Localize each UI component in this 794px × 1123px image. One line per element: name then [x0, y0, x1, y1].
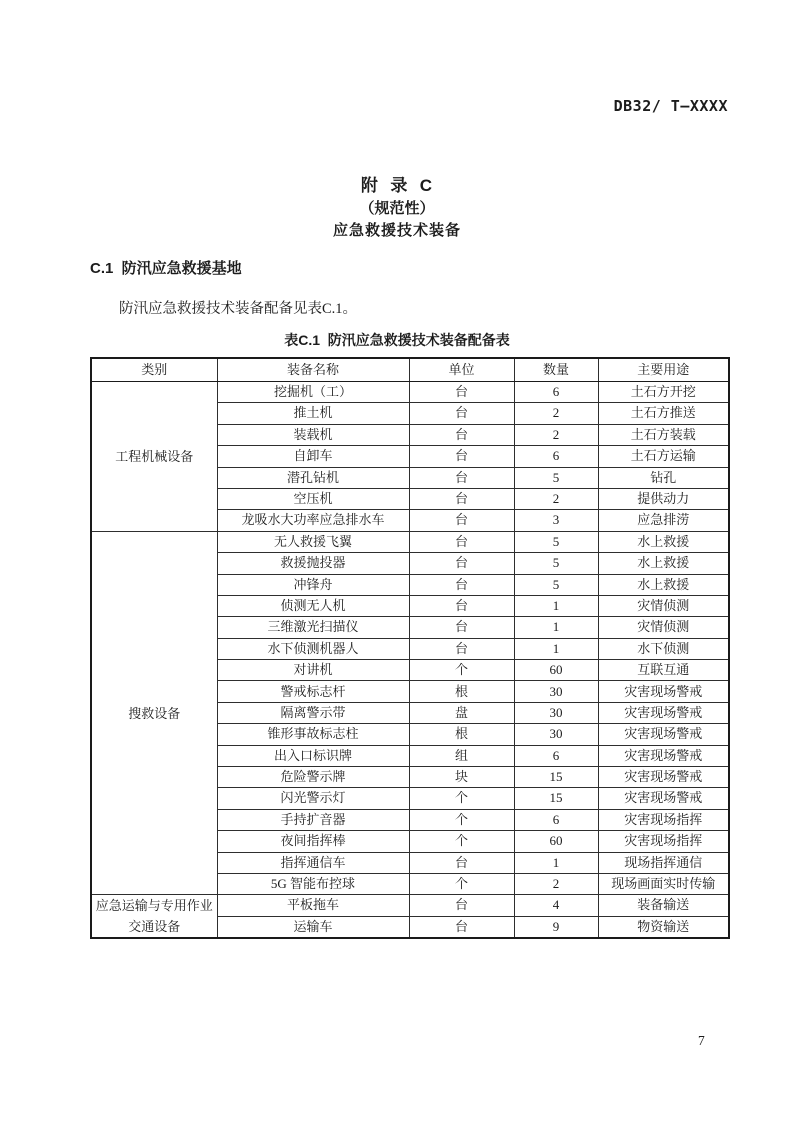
table-body — [91, 382, 729, 939]
quantity-cell: 1 — [514, 852, 598, 873]
equipment-name-cell: 龙吸水大功率应急排水车 — [217, 510, 409, 531]
quantity-cell: 1 — [514, 595, 598, 616]
quantity-cell: 6 — [514, 809, 598, 830]
unit-cell: 台 — [409, 424, 514, 445]
column-header: 主要用途 — [598, 358, 729, 382]
equipment-name-cell: 侦测无人机 — [217, 595, 409, 616]
unit-cell: 台 — [409, 553, 514, 574]
table-header-row — [91, 358, 729, 382]
equipment-name-cell: 警戒标志杆 — [217, 681, 409, 702]
unit-cell: 个 — [409, 660, 514, 681]
equipment-name-cell: 空压机 — [217, 488, 409, 509]
quantity-cell: 2 — [514, 403, 598, 424]
purpose-cell: 土石方装载 — [598, 424, 729, 445]
purpose-cell: 灾情侦测 — [598, 617, 729, 638]
unit-cell: 个 — [409, 831, 514, 852]
equipment-name-cell: 无人救援飞翼 — [217, 531, 409, 552]
quantity-cell: 6 — [514, 446, 598, 467]
equipment-name-cell: 挖掘机（工） — [217, 382, 409, 403]
unit-cell: 台 — [409, 574, 514, 595]
unit-cell: 块 — [409, 767, 514, 788]
equipment-name-cell: 5G 智能布控球 — [217, 873, 409, 894]
unit-cell: 台 — [409, 595, 514, 616]
purpose-cell: 水上救援 — [598, 553, 729, 574]
column-header: 类别 — [91, 358, 217, 382]
quantity-cell: 6 — [514, 745, 598, 766]
appendix-subtitle: 应急救援技术装备 — [332, 222, 461, 239]
equipment-name-cell: 救援抛投器 — [217, 553, 409, 574]
purpose-cell: 灾害现场警戒 — [598, 788, 729, 809]
unit-cell: 台 — [409, 403, 514, 424]
unit-cell: 台 — [409, 531, 514, 552]
equipment-name-cell: 出入口标识牌 — [217, 745, 409, 766]
quantity-cell: 5 — [514, 574, 598, 595]
unit-cell: 台 — [409, 895, 514, 916]
unit-cell: 根 — [409, 681, 514, 702]
quantity-cell: 1 — [514, 638, 598, 659]
unit-cell: 个 — [409, 788, 514, 809]
unit-cell: 台 — [409, 617, 514, 638]
unit-cell: 台 — [409, 638, 514, 659]
unit-cell: 盘 — [409, 702, 514, 723]
quantity-cell: 15 — [514, 788, 598, 809]
equipment-name-cell: 夜间指挥棒 — [217, 831, 409, 852]
quantity-cell: 5 — [514, 553, 598, 574]
purpose-cell: 土石方运输 — [598, 446, 729, 467]
quantity-cell: 60 — [514, 831, 598, 852]
unit-cell: 台 — [409, 488, 514, 509]
quantity-cell: 2 — [514, 424, 598, 445]
quantity-cell: 2 — [514, 873, 598, 894]
equipment-name-cell: 指挥通信车 — [217, 852, 409, 873]
quantity-cell: 3 — [514, 510, 598, 531]
quantity-cell: 30 — [514, 702, 598, 723]
purpose-cell: 现场画面实时传输 — [598, 873, 729, 894]
quantity-cell: 6 — [514, 382, 598, 403]
quantity-cell: 9 — [514, 916, 598, 938]
quantity-cell: 30 — [514, 724, 598, 745]
equipment-name-cell: 潜孔钻机 — [217, 467, 409, 488]
column-header: 装备名称 — [217, 358, 409, 382]
equipment-name-cell: 锥形事故标志柱 — [217, 724, 409, 745]
normative-label: （规范性） — [359, 200, 435, 217]
purpose-cell: 灾害现场警戒 — [598, 745, 729, 766]
unit-cell: 台 — [409, 382, 514, 403]
purpose-cell: 水上救援 — [598, 531, 729, 552]
purpose-cell: 灾害现场警戒 — [598, 767, 729, 788]
purpose-cell: 钻孔 — [598, 467, 729, 488]
category-cell: 工程机械设备 — [91, 382, 217, 532]
equipment-name-cell: 冲锋舟 — [217, 574, 409, 595]
purpose-cell: 灾害现场警戒 — [598, 681, 729, 702]
purpose-cell: 土石方开挖 — [598, 382, 729, 403]
table-caption: 表C.1 防汛应急救援技术装备配备表 — [284, 332, 510, 348]
unit-cell: 台 — [409, 510, 514, 531]
column-header: 数量 — [514, 358, 598, 382]
document-code: DB32/ T—XXXX — [613, 97, 728, 115]
table-row — [91, 895, 729, 916]
quantity-cell: 4 — [514, 895, 598, 916]
body-paragraph: 防汛应急救援技术装备配备见表C.1。 — [119, 301, 358, 317]
quantity-cell: 30 — [514, 681, 598, 702]
equipment-name-cell: 危险警示牌 — [217, 767, 409, 788]
equipment-table — [90, 357, 730, 939]
purpose-cell: 互联互通 — [598, 660, 729, 681]
equipment-name-cell: 平板拖车 — [217, 895, 409, 916]
equipment-name-cell: 手持扩音器 — [217, 809, 409, 830]
unit-cell: 台 — [409, 446, 514, 467]
equipment-name-cell: 闪光警示灯 — [217, 788, 409, 809]
table-row — [91, 382, 729, 403]
quantity-cell: 15 — [514, 767, 598, 788]
purpose-cell: 灾情侦测 — [598, 595, 729, 616]
equipment-name-cell: 对讲机 — [217, 660, 409, 681]
category-cell: 搜救设备 — [91, 531, 217, 895]
unit-cell: 个 — [409, 809, 514, 830]
section-heading: C.1 防汛应急救援基地 — [90, 260, 242, 277]
unit-cell: 台 — [409, 852, 514, 873]
quantity-cell: 5 — [514, 531, 598, 552]
equipment-name-cell: 隔离警示带 — [217, 702, 409, 723]
unit-cell: 台 — [409, 467, 514, 488]
purpose-cell: 灾害现场指挥 — [598, 809, 729, 830]
quantity-cell: 5 — [514, 467, 598, 488]
purpose-cell: 水下侦测 — [598, 638, 729, 659]
quantity-cell: 1 — [514, 617, 598, 638]
purpose-cell: 现场指挥通信 — [598, 852, 729, 873]
purpose-cell: 水上救援 — [598, 574, 729, 595]
unit-cell: 台 — [409, 916, 514, 938]
equipment-name-cell: 水下侦测机器人 — [217, 638, 409, 659]
purpose-cell: 灾害现场警戒 — [598, 724, 729, 745]
equipment-name-cell: 装载机 — [217, 424, 409, 445]
equipment-name-cell: 运输车 — [217, 916, 409, 938]
column-header: 单位 — [409, 358, 514, 382]
quantity-cell: 2 — [514, 488, 598, 509]
purpose-cell: 应急排涝 — [598, 510, 729, 531]
equipment-name-cell: 推土机 — [217, 403, 409, 424]
appendix-title: 附 录 C — [360, 176, 434, 195]
table-row — [91, 531, 729, 552]
purpose-cell: 土石方推送 — [598, 403, 729, 424]
purpose-cell: 提供动力 — [598, 488, 729, 509]
purpose-cell: 灾害现场指挥 — [598, 831, 729, 852]
quantity-cell: 60 — [514, 660, 598, 681]
unit-cell: 根 — [409, 724, 514, 745]
purpose-cell: 装备输送 — [598, 895, 729, 916]
page-number: 7 — [698, 1033, 705, 1048]
equipment-name-cell: 自卸车 — [217, 446, 409, 467]
category-cell: 应急运输与专用作业 交通设备 — [91, 895, 217, 939]
equipment-name-cell: 三维激光扫描仪 — [217, 617, 409, 638]
purpose-cell: 物资输送 — [598, 916, 729, 938]
unit-cell: 组 — [409, 745, 514, 766]
unit-cell: 个 — [409, 873, 514, 894]
purpose-cell: 灾害现场警戒 — [598, 702, 729, 723]
